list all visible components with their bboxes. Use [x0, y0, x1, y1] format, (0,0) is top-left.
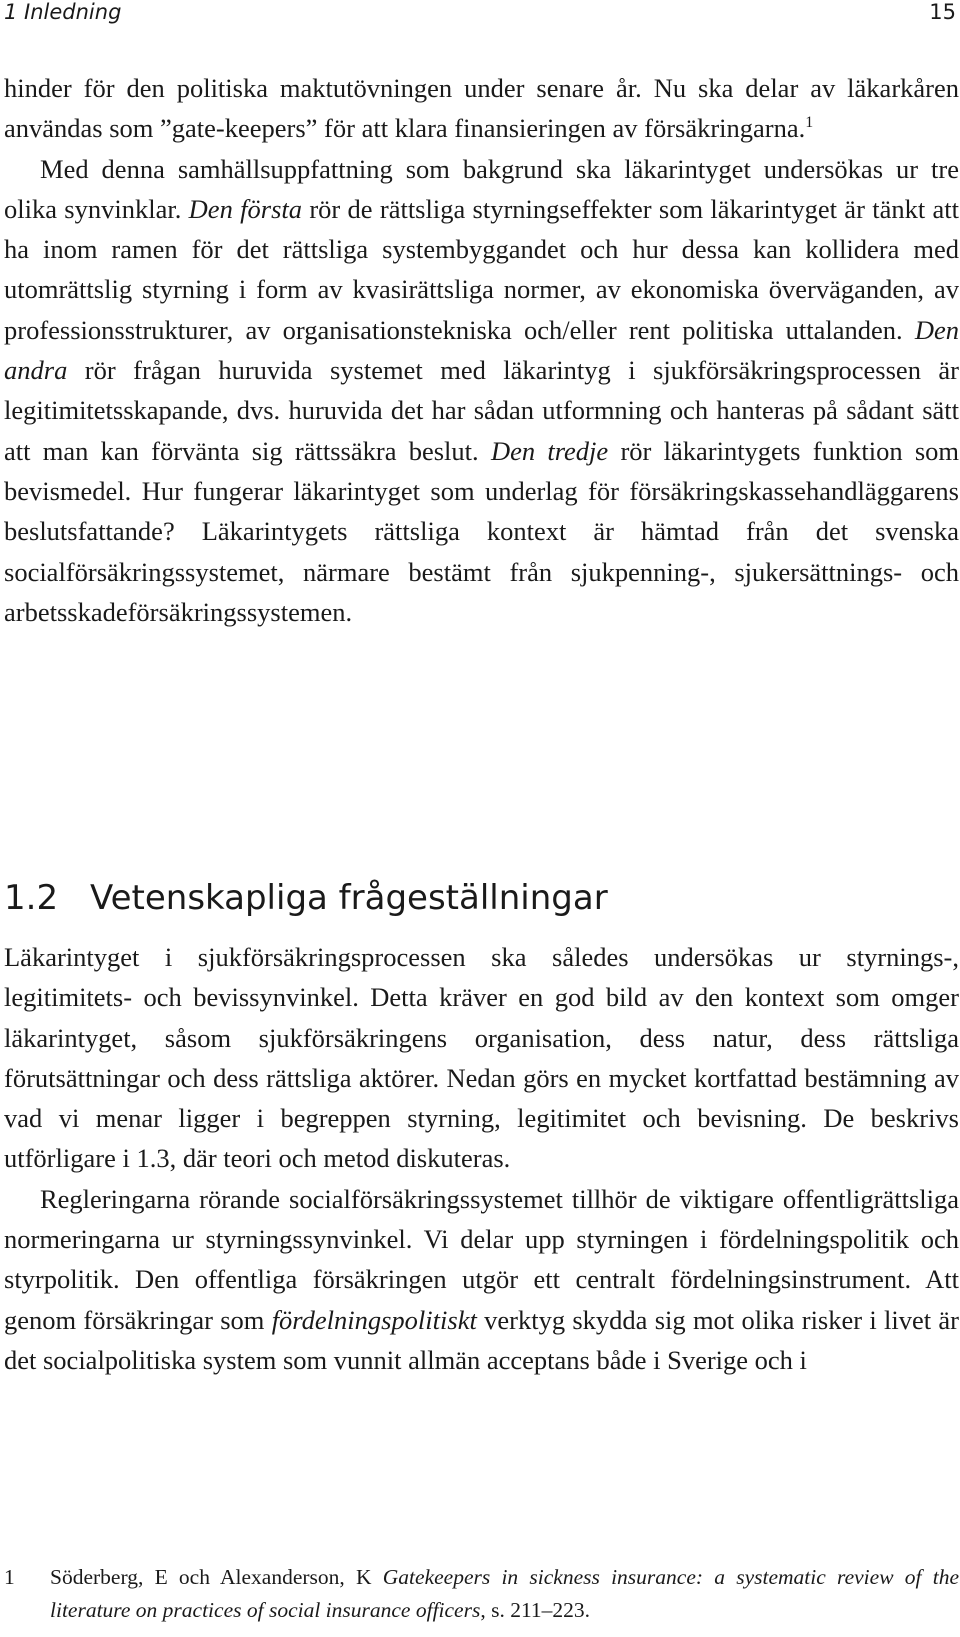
section-text [4, 937, 959, 1380]
running-head [4, 0, 956, 24]
footnote-number: 1 [4, 1565, 15, 1589]
footnote-authors: Söderberg, E och Alexanderson, K [50, 1565, 383, 1589]
emphasis-den-andra: Den andra [4, 314, 959, 386]
intro-paragraph-1-text: hinder för den politiska maktutövningen under senare år. Nu ska delar av läkarkåren användas som ”gate-keepers” för att klara finansieringen av försäkringarna. [4, 73, 959, 144]
section-paragraph-1: Läkarintyget i sjukförsäkringsprocessen ska således undersökas ur styrnings-, legitimitets- och bevissynvinkel. Detta kräver en god bild av den kontext som omger läkarintyget, såsom sjukförsäkringens organisation, dess natur, dess rättsliga förutsättningar och dess rättsliga aktörer. Nedan görs en mycket kortfattad bestämning av vad vi menar ligger i begreppen styrning, legitimitet och bevisning. De beskrivs utförligare i 1.3, där teori och metod diskuteras. [4, 942, 959, 1174]
section-heading [4, 873, 954, 923]
emphasis-den-forsta: Den första [188, 193, 302, 224]
intro-paragraph-2-part-3: rör frågan huruvida systemet med läkarintyg i sjukförsäkringsprocessen är legitimitetsskapande, dvs. huruvida det har sådan utformning och hanteras på sådant sätt att man kan förvänta sig rättssäkra beslut. [4, 355, 959, 466]
footnote-pages: , s. 211–223. [480, 1598, 591, 1622]
section-paragraph-2-part-1: Regleringarna rörande socialförsäkringssystemet tillhör de viktigare offentligrättsliga normeringarna ur styrningssynvinkel. Vi delar upp styrningen i fördelningspolitik och styrpolitik. Den offentliga försäkringen utgör ett centralt fördelningsinstrument. Att genom försäkringar som [4, 1183, 959, 1335]
intro-paragraph-2-part-4: rör läkarintygets funktion som bevismedel. Hur fungerar läkarintyget som underlag för försäkringskassehandläggarens beslutsfattande? Läkarintygets rättsliga kontext är hämtad från det svenska socialförsäkringssystemet, närmare bestämt från sjukpenning-, sjukersättnings- och arbetsskadeförsäkringssystemen. [4, 435, 960, 627]
section-paragraph-2-part-2: verktyg skydda sig mot olika risker i livet är det socialpolitiska system som vunnit allmän acceptans både i Sverige och i [4, 1304, 960, 1375]
chapter-title: 1 Inledning [4, 0, 122, 24]
intro-text [4, 68, 959, 632]
footnote [4, 1561, 959, 1627]
section-title: Vetenskapliga frågeställningar [90, 878, 608, 918]
intro-paragraph-2 [4, 149, 959, 633]
emphasis-fordelningspolitiskt: fördelningspolitiskt [271, 1304, 477, 1335]
intro-paragraph-2-part-1: Med denna samhällsuppfattning som bakgrund ska läkarintyget undersökas ur tre olika synvinklar. [4, 153, 959, 224]
footnote-work-title: Gatekeepers in sickness insurance: a systematic review of the literature on practices of social insurance officers [50, 1565, 959, 1622]
page-number: 15 [929, 0, 956, 24]
intro-paragraph-2-part-2: rör de rättsliga styrningseffekter som läkarintyget är tänkt att ha inom ramen för det rättsliga systembyggandet och hur dessa kan kollidera med utomrättslig styrning i form av kvasirättsliga normer, av ekonomiska överväganden, av professionsstrukturer, av organisationstekniska och/eller rent politiska uttalanden. [4, 193, 960, 345]
section-paragraph-2 [4, 1179, 959, 1380]
emphasis-den-tredje: Den tredje [490, 435, 609, 466]
section-number: 1.2 [4, 878, 59, 918]
footnote-reference[interactable]: 1 [805, 114, 814, 132]
intro-paragraph-1 [4, 68, 959, 149]
footnote-text [50, 1561, 959, 1627]
